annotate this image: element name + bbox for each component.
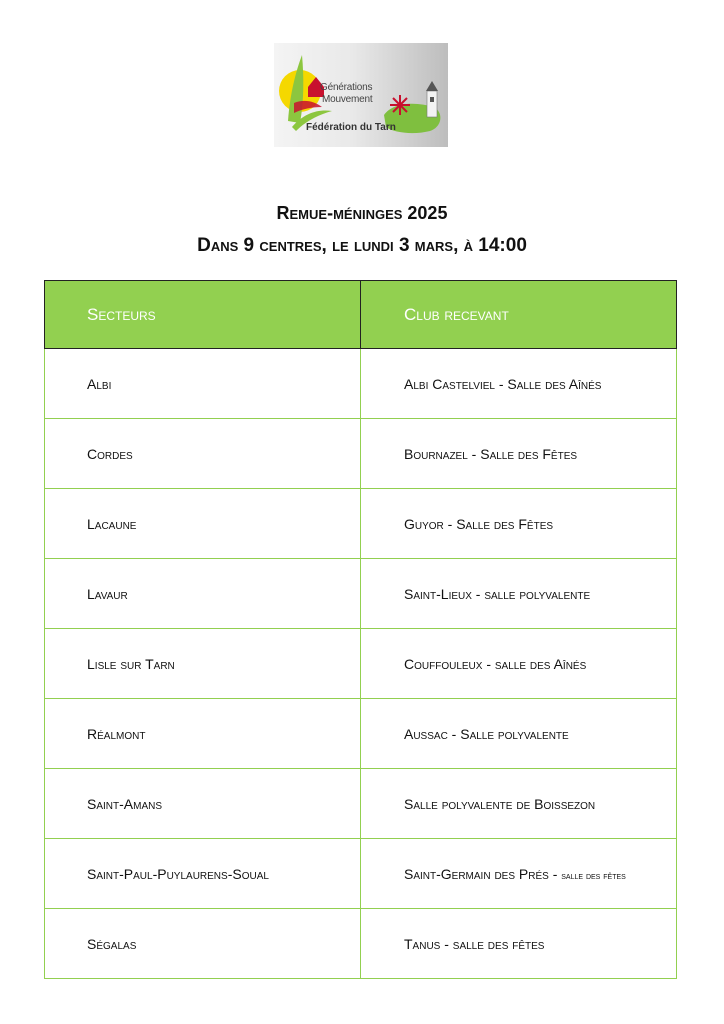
table-row	[45, 909, 677, 979]
logo-federation-text: Fédération du Tarn	[306, 122, 396, 133]
club-cell: Tanus - salle des fêtes	[361, 909, 677, 979]
table-row	[45, 489, 677, 559]
club-cell: Couffouleux - salle des Aînés	[361, 629, 677, 699]
column-header-club: Club recevant	[361, 281, 677, 349]
table-row	[45, 629, 677, 699]
sector-cell: Lisle sur Tarn	[45, 629, 361, 699]
column-header-sectors: Secteurs	[45, 281, 361, 349]
table-row	[45, 769, 677, 839]
club-cell: Saint-Lieux - salle polyvalente	[361, 559, 677, 629]
federation-logo	[274, 43, 448, 147]
page-title: Remue-méninges 2025	[276, 203, 448, 223]
schedule-table	[44, 280, 677, 979]
page-subtitle: Dans 9 centres, le lundi 3 mars, à 14:00	[197, 235, 527, 256]
table-row	[45, 419, 677, 489]
club-cell	[361, 839, 677, 909]
club-cell: Albi Castelviel - Salle des Aînés	[361, 349, 677, 419]
club-name: Saint-Germain des Prés -	[404, 865, 562, 882]
club-cell: Salle polyvalente de Boissezon	[361, 769, 677, 839]
logo-text-line2: Mouvement	[322, 94, 373, 105]
table-row	[45, 839, 677, 909]
sector-cell: Saint-Paul-Puylaurens-Soual	[45, 839, 361, 909]
club-cell: Guyor - Salle des Fêtes	[361, 489, 677, 559]
table-row	[45, 559, 677, 629]
sector-cell: Albi	[45, 349, 361, 419]
table-row	[45, 349, 677, 419]
logo-text-line1: Générations	[320, 82, 373, 93]
sector-cell: Réalmont	[45, 699, 361, 769]
sector-cell: Saint-Amans	[45, 769, 361, 839]
club-venue-small: salle des fêtes	[561, 869, 626, 882]
club-cell: Bournazel - Salle des Fêtes	[361, 419, 677, 489]
sector-cell: Cordes	[45, 419, 361, 489]
sector-cell: Lacaune	[45, 489, 361, 559]
table-header-row	[45, 281, 677, 349]
table-row	[45, 699, 677, 769]
sector-cell: Lavaur	[45, 559, 361, 629]
club-cell: Aussac - Salle polyvalente	[361, 699, 677, 769]
sector-cell: Ségalas	[45, 909, 361, 979]
